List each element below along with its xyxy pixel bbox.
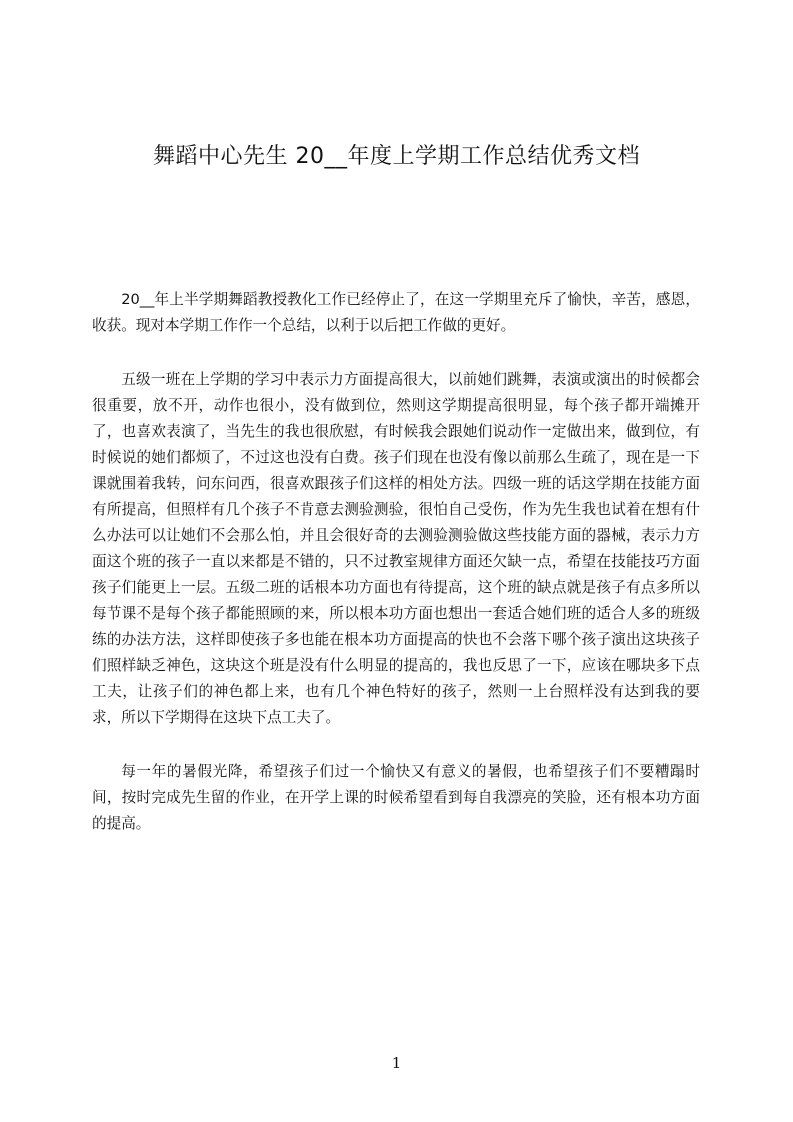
document-title: 舞蹈中心先生 20__年度上学期工作总结优秀文档: [153, 144, 640, 169]
page-number: 1: [391, 1054, 402, 1072]
document-body: [92, 287, 700, 865]
paragraph-intro: 20__年上半学期舞蹈教授教化工作已经停止了，在这一学期里充斥了愉快，辛苦，感恩，收获。现对本学期工作作一个总结，以利于以后把工作做的更好。: [92, 291, 700, 334]
paragraph-class-review: 五级一班在上学期的学习中表示力方面提高很大，以前她们跳舞，表演或演出的时候都会很重要，放不开，动作也很小，没有做到位，然则这学期提高很明显，每个孩子都开端摊开了，也喜欢表演了，当先生的我也很欣慰，有时候我会跟她们说动作一定做出来，做到位，有时候说的她们都烦了，不过这也没有白费。孩子们现在也没有像以前那么生疏了，现在是一下课就围着我转，问东问西，很喜欢跟孩子们这样的相处方法。四级一班的话这学期在技能方面有所提高，但照样有几个孩子不肯意去测验测验，很怕自己受伤，作为先生我也试着在想有什么办法可以让她们不会那么怕，并且会很好奇的去测验测验做这些技能方面的器械，表示力方面这个班的孩子一直以来都是不错的，只不过教室规律方面还欠缺一点，希望在技能技巧方面孩子们能更上一层。五级二班的话根本功方面也有待提高，这个班的缺点就是孩子有点多所以每节课不是每个孩子都能照顾的来，所以根本功方面也想出一套适合她们班的适合人多的班级练的办法方法，这样即使孩子多也能在根本功方面提高的快也不会落下哪个孩子演出这块孩子们照样缺乏神色，这块这个班是没有什么明显的提高的，我也反思了一下，应该在哪块多下点工夫，让孩子们的神色都上来，也有几个神色特好的孩子，然则一上台照样没有达到我的要求，所以下学期得在这块下点工夫了。: [92, 371, 700, 726]
paragraph-summer-wishes: 每一年的暑假光降，希望孩子们过一个愉快又有意义的暑假，也希望孩子们不要糟蹋时间，按时完成先生留的作业，在开学上课的时候希望看到每自我漂亮的笑脸，还有根本功方面的提高。: [92, 763, 700, 832]
